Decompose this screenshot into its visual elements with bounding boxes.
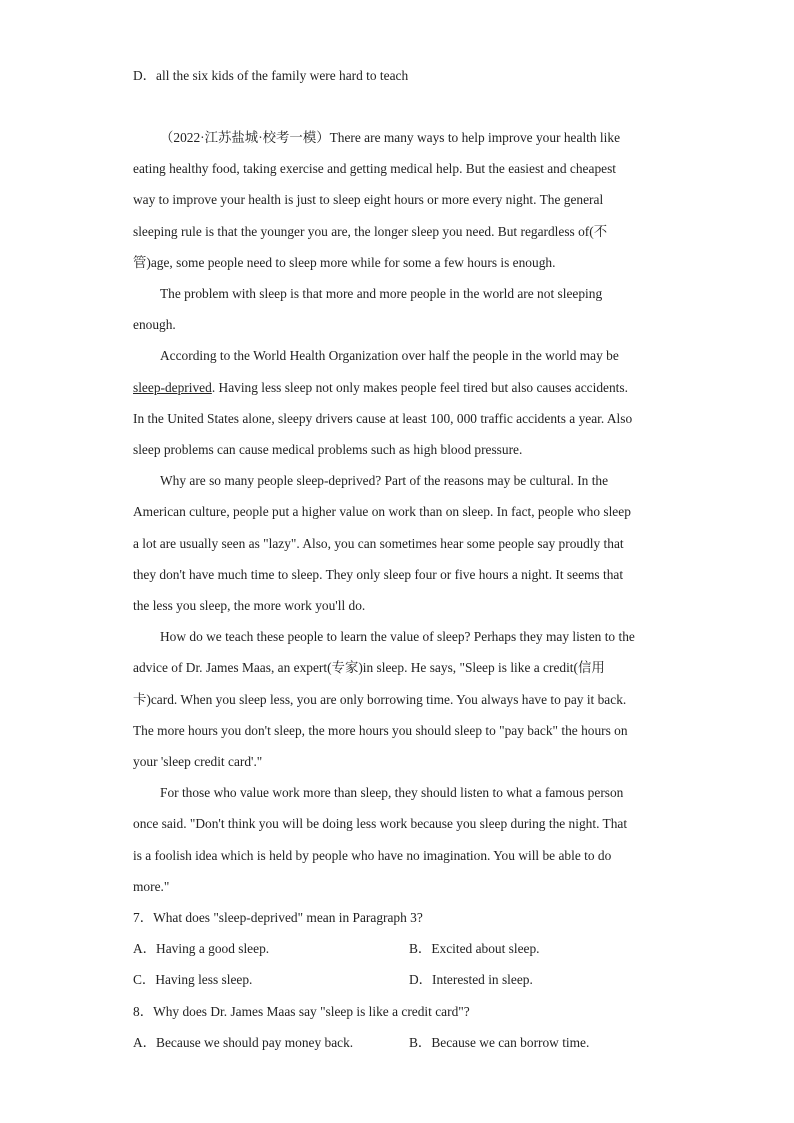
passage-paragraph-5-line: 卡)card. When you sleep less, you are only borrowing time. You always have to pay it back.: [133, 692, 627, 707]
passage-paragraph-6-line: For those who value work more than sleep, they should listen to what a famous person: [160, 785, 624, 800]
passage-paragraph-3-line: sleep problems can cause medical problems such as high blood pressure.: [133, 442, 523, 457]
passage-paragraph-5-line: How do we teach these people to learn the value of sleep? Perhaps they may listen to the: [160, 629, 635, 644]
option-c[interactable]: C．Having less sleep.: [133, 972, 253, 987]
passage-paragraph-4-line: a lot are usually seen as "lazy". Also, you can sometimes hear some people say proudly that: [133, 536, 624, 551]
passage-paragraph-1-line: eating healthy food, taking exercise and getting medical help. But the easiest and cheapest: [133, 161, 617, 176]
passage-paragraph-4-line: the less you sleep, the more work you'll do.: [133, 598, 366, 613]
passage-paragraph-6-line: more.": [133, 879, 170, 894]
passage-paragraph-2-line: enough.: [133, 317, 176, 332]
passage-paragraph-4-line: Why are so many people sleep-deprived? Part of the reasons may be cultural. In the: [160, 473, 609, 488]
passage-paragraph-5-line: advice of Dr. James Maas, an expert(专家)in sleep. He says, "Sleep is like a credit(信用: [133, 660, 605, 675]
passage-paragraph-4-line: they don't have much time to sleep. They only sleep four or five hours a night. It seems that: [133, 567, 624, 582]
passage-paragraph-5-line: The more hours you don't sleep, the more hours you should sleep to "pay back" the hours on: [133, 723, 628, 738]
passage-paragraph-6-line: once said. "Don't think you will be doing less work because you sleep during the night. That: [133, 816, 628, 831]
question-stem: 8．Why does Dr. James Maas say "sleep is like a credit card"?: [133, 1004, 470, 1019]
passage-paragraph-1-line: way to improve your health is just to sleep eight hours or more every night. The general: [133, 192, 604, 207]
passage-paragraph-6-line: is a foolish idea which is held by people who have no imagination. You will be able to do: [133, 848, 612, 863]
passage-paragraph-3-line: In the United States alone, sleepy drivers cause at least 100, 000 traffic accidents a year. Also: [133, 411, 633, 426]
option-a[interactable]: A．Because we should pay money back.: [133, 1035, 354, 1050]
passage-paragraph-1-line: sleeping rule is that the younger you are, the longer sleep you need. But regardless of(不: [133, 224, 608, 239]
passage-paragraph-3-line: According to the World Health Organization over half the people in the world may be: [160, 348, 619, 363]
passage-source: （2022·江苏盐城·校考一模）: [160, 130, 330, 145]
question-stem: 7．What does "sleep-deprived" mean in Paragraph 3?: [133, 910, 423, 925]
underlined-term: sleep-deprived: [133, 380, 212, 395]
passage-paragraph-1-line: 管)age, some people need to sleep more while for some a few hours is enough.: [133, 255, 556, 270]
passage-paragraph-3-line: sleep-deprived. Having less sleep not only makes people feel tired but also causes accidents.: [133, 380, 628, 395]
option-b[interactable]: B．Excited about sleep.: [409, 941, 540, 956]
passage-paragraph-1-line-1: （2022·江苏盐城·校考一模）There are many ways to help improve your health like: [160, 130, 621, 145]
passage-paragraph-2-line: The problem with sleep is that more and more people in the world are not sleeping: [160, 286, 603, 301]
option-a[interactable]: A．Having a good sleep.: [133, 941, 270, 956]
passage-paragraph-4-line: American culture, people put a higher value on work than on sleep. In fact, people who sleep: [133, 504, 631, 519]
previous-option-d: D．all the six kids of the family were hard to teach: [133, 68, 409, 83]
option-b[interactable]: B．Because we can borrow time.: [409, 1035, 590, 1050]
passage-paragraph-5-line: your 'sleep credit card'.": [133, 754, 263, 769]
option-d[interactable]: D．Interested in sleep.: [409, 972, 533, 987]
